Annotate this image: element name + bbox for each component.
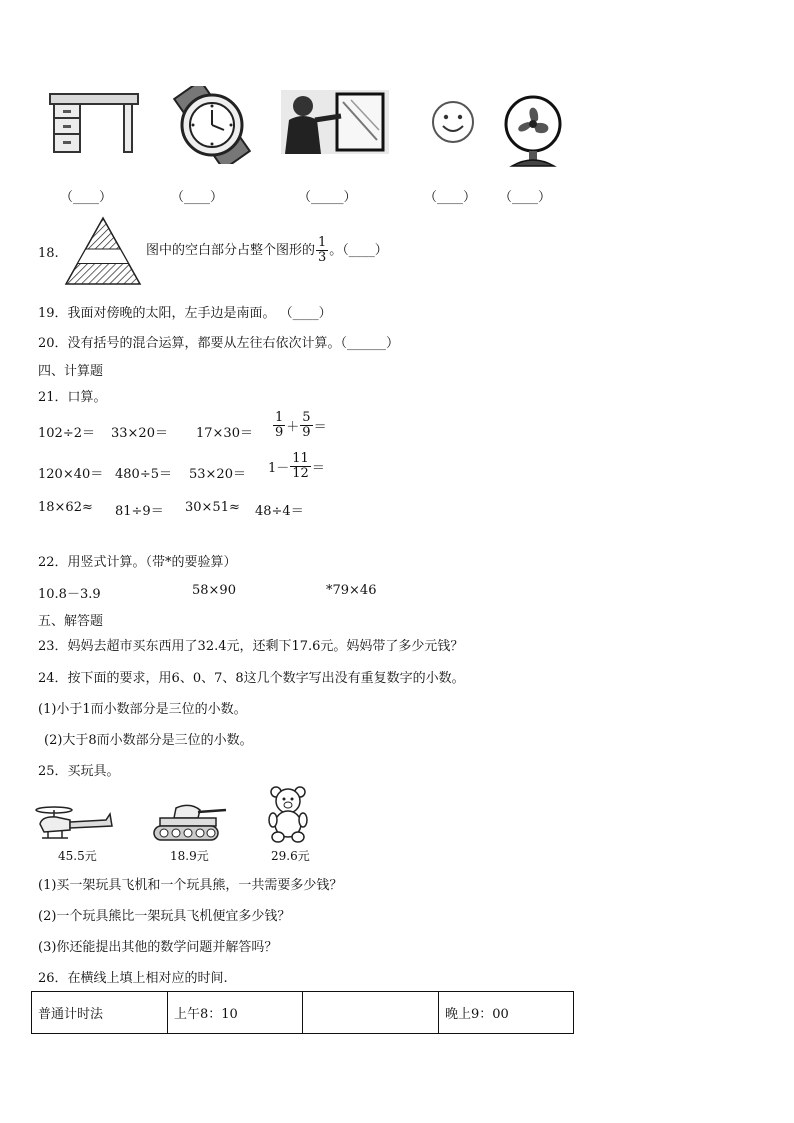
question-22: 22．用竖式计算。（带*的要验算）	[38, 555, 237, 570]
table-cell: 普通计时法	[32, 992, 168, 1034]
question-text: 图中的空白部分占整个图形的	[146, 243, 316, 258]
answer-blank[interactable]: （____）	[60, 190, 113, 205]
smiley-icon	[430, 99, 476, 145]
time-table	[31, 991, 574, 1034]
calc-item: 18×62≈	[38, 500, 93, 515]
desk-icon	[48, 88, 140, 156]
watch-icon	[166, 86, 258, 164]
calc-item: 58×90	[192, 583, 236, 598]
fraction	[300, 411, 312, 440]
table-cell-input[interactable]	[303, 992, 439, 1034]
toy-price: 18.9元	[170, 849, 209, 863]
answer-blank[interactable]: （____）	[171, 190, 224, 205]
toy-price: 45.5元	[58, 849, 97, 863]
question-25: 25．买玩具。	[38, 764, 120, 779]
question-number: 18.	[38, 246, 59, 261]
question-18	[146, 236, 388, 265]
question-25-part-2: (2)一个玩具熊比一架玩具飞机便宜多少钱？	[38, 909, 291, 924]
question-25-part-3: (3)你还能提出其他的数学问题并解答吗？	[38, 940, 278, 955]
calc-item: 30×51≈	[185, 500, 240, 515]
fraction-numerator: 1	[318, 235, 327, 250]
calc-item: 48÷4＝	[255, 504, 304, 519]
question-26: 26．在横线上填上相对应的时间.	[38, 971, 228, 986]
question-19: 19．我面对傍晚的太阳，左手边是南面。 （____）	[38, 306, 332, 321]
fraction	[273, 411, 285, 440]
calc-fraction-item	[272, 411, 327, 440]
question-23: 23．妈妈去超市买东西用了32.4元，还剩下17.6元。妈妈带了多少元钱？	[38, 639, 464, 654]
calc-item: 480÷5＝	[115, 467, 172, 482]
calc-lead: 1－	[268, 461, 290, 476]
calc-item: *79×46	[326, 583, 377, 598]
section-heading: 五、解答题	[38, 614, 104, 629]
fraction-numerator: 11	[292, 451, 309, 466]
answer-blank[interactable]: 。（____）	[329, 243, 388, 258]
operator: ＋	[286, 420, 300, 435]
question-25-part-1: (1)买一架玩具飞机和一个玩具熊，一共需要多少钱？	[38, 878, 343, 893]
triangle-figure	[64, 216, 142, 286]
answer-blank[interactable]: （____）	[424, 190, 477, 205]
question-24: 24．按下面的要求，用6、0、7、8这几个数字写出没有重复数字的小数。	[38, 671, 465, 686]
toy-price: 29.6元	[271, 849, 310, 863]
fraction-denominator: 9	[302, 425, 311, 440]
tank-icon	[150, 802, 228, 844]
equals-sign: ＝	[313, 420, 327, 435]
question-24-part-2: (2)大于8而小数部分是三位的小数。	[44, 733, 253, 748]
calc-item: 53×20＝	[189, 467, 246, 482]
calc-item: 102÷2＝	[38, 426, 95, 441]
person-window-icon	[281, 90, 389, 154]
fraction-numerator: 5	[302, 410, 311, 425]
fraction-denominator: 12	[292, 466, 309, 481]
answer-blank[interactable]: （____）	[499, 190, 552, 205]
calc-item: 17×30＝	[196, 426, 253, 441]
fraction-denominator: 9	[275, 425, 284, 440]
teddy-bear-icon	[265, 784, 311, 844]
calc-item: 120×40＝	[38, 467, 104, 482]
table-cell: 上午8：10	[168, 992, 303, 1034]
table-row	[32, 992, 574, 1034]
section-heading: 四、计算题	[38, 364, 104, 379]
helicopter-icon	[34, 800, 114, 844]
question-24-part-1: (1)小于1而小数部分是三位的小数。	[38, 702, 247, 717]
fraction-numerator: 1	[275, 410, 284, 425]
fan-icon	[502, 94, 564, 170]
answer-blank[interactable]: （_____）	[298, 190, 357, 205]
question-21: 21．口算。	[38, 390, 107, 405]
fraction	[316, 236, 328, 265]
table-cell: 晚上9：00	[439, 992, 574, 1034]
question-20: 20．没有括号的混合运算，都要从左往右依次计算。（______）	[38, 336, 400, 351]
fraction	[290, 452, 311, 481]
calc-item: 33×20＝	[111, 426, 168, 441]
calc-item: 10.8－3.9	[38, 587, 101, 602]
calc-item: 81÷9＝	[115, 504, 164, 519]
fraction-denominator: 3	[318, 250, 327, 265]
calc-fraction-item	[268, 452, 325, 481]
equals-sign: ＝	[311, 461, 325, 476]
